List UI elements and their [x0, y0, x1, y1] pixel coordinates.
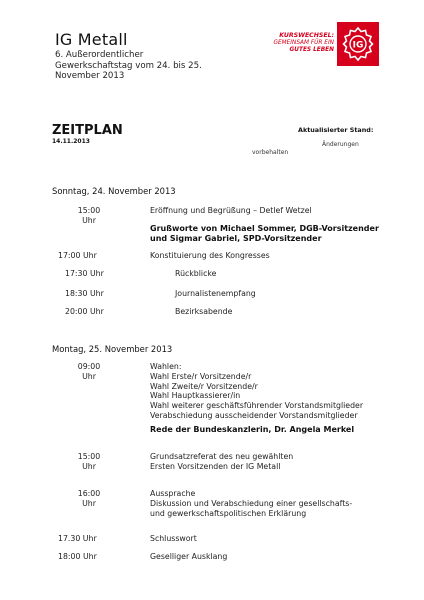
schedule-highlight: [150, 224, 379, 244]
entry-line: Diskussion und Verabschiedung einer gesellschafts-: [150, 498, 353, 508]
time-value: 15:00: [77, 206, 101, 215]
page-title: ZEITPLAN: [52, 123, 123, 138]
time-unit: Uhr: [82, 498, 96, 508]
subtitle-line: Gewerkschaftstag vom 24. bis 25.: [55, 60, 202, 71]
entry-line: Wahl Erste/r Vorsitzende/r: [150, 371, 252, 381]
schedule-time: [66, 362, 112, 382]
time-value: 09:00: [77, 362, 101, 371]
highlight-line: Grußworte von Michael Sommer, DGB-Vorsitzender: [150, 224, 379, 233]
time-unit: Uhr: [82, 215, 96, 225]
entry-line: Aussprache: [150, 489, 196, 498]
schedule-time: 17.30 Uhr: [58, 534, 97, 543]
schedule-entry: Geselliger Ausklang: [150, 552, 228, 561]
entry-line: Wahl weiterer geschäftsführender Vorstandsmitglieder: [150, 401, 364, 411]
schedule-entry: Konstituierung des Kongresses: [150, 251, 270, 260]
subtitle-line: 6. Außerordentlicher: [55, 50, 144, 60]
congress-subtitle: [55, 50, 202, 82]
entry-line: Ersten Vorsitzenden der IG Metall: [150, 461, 281, 471]
entry-line: und gewerkschaftspolitischen Erklärung: [150, 508, 307, 518]
schedule-highlight: Rede der Bundeskanzlerin, Dr. Angela Merkel: [150, 425, 355, 434]
time-value: 16:00: [77, 489, 101, 498]
slogan-line: GUTES LEBEN: [289, 47, 334, 54]
entry-line: Wahl Hauptkassierer/in: [150, 391, 241, 401]
time-unit: Uhr: [82, 461, 96, 471]
schedule-time: [66, 206, 112, 226]
org-name: IG Metall: [55, 30, 128, 49]
entry-line: Grundsatzreferat des neu gewählten: [150, 452, 294, 461]
day-heading-monday: Montag, 25. November 2013: [52, 344, 173, 354]
schedule-entry: Eröffnung und Begrüßung – Detlef Wetzel: [150, 206, 312, 215]
entry-line: Wahlen:: [150, 362, 182, 371]
ig-metall-logo-icon: [337, 22, 379, 66]
changes-note: Änderungen: [322, 141, 359, 148]
schedule-entry: Rückblicke: [175, 269, 217, 278]
schedule-time: 20:00 Uhr: [65, 307, 104, 316]
schedule-entry: Journalistenempfang: [175, 289, 256, 298]
highlight-line: und Sigmar Gabriel, SPD-Vorsitzender: [150, 234, 322, 243]
subtitle-line: November 2013: [55, 71, 125, 82]
schedule-time: 18:30 Uhr: [65, 289, 104, 298]
schedule-time: 17:00 Uhr: [58, 251, 97, 260]
plan-date: 14.11.2013: [52, 138, 90, 145]
schedule-time: 18:00 Uhr: [58, 552, 97, 561]
time-unit: Uhr: [82, 371, 96, 381]
schedule-entry: [150, 489, 352, 518]
schedule-entry: [150, 452, 293, 472]
day-heading-sunday: Sonntag, 24. November 2013: [52, 186, 176, 196]
schedule-time: 17:30 Uhr: [65, 269, 104, 278]
slogan-line: GEMEINSAM FÜR EIN: [273, 39, 334, 46]
schedule-entry: [150, 362, 363, 421]
slogan-line: KURSWECHSEL:: [279, 32, 334, 39]
schedule-entry: Schlusswort: [150, 534, 197, 543]
updated-label: Aktualisierter Stand:: [298, 126, 374, 134]
schedule-time: [66, 489, 112, 509]
time-value: 15:00: [77, 452, 101, 461]
entry-line: Verabschiedung ausscheidender Vorstandsmitglieder: [150, 410, 358, 420]
schedule-entry: Bezirksabende: [175, 307, 233, 316]
reserved-note: vorbehalten: [252, 149, 289, 156]
logo-letters: IG: [352, 40, 364, 51]
entry-line: Wahl Zweite/r Vorsitzende/r: [150, 381, 258, 391]
schedule-time: [66, 452, 112, 472]
slogan: [268, 32, 334, 55]
